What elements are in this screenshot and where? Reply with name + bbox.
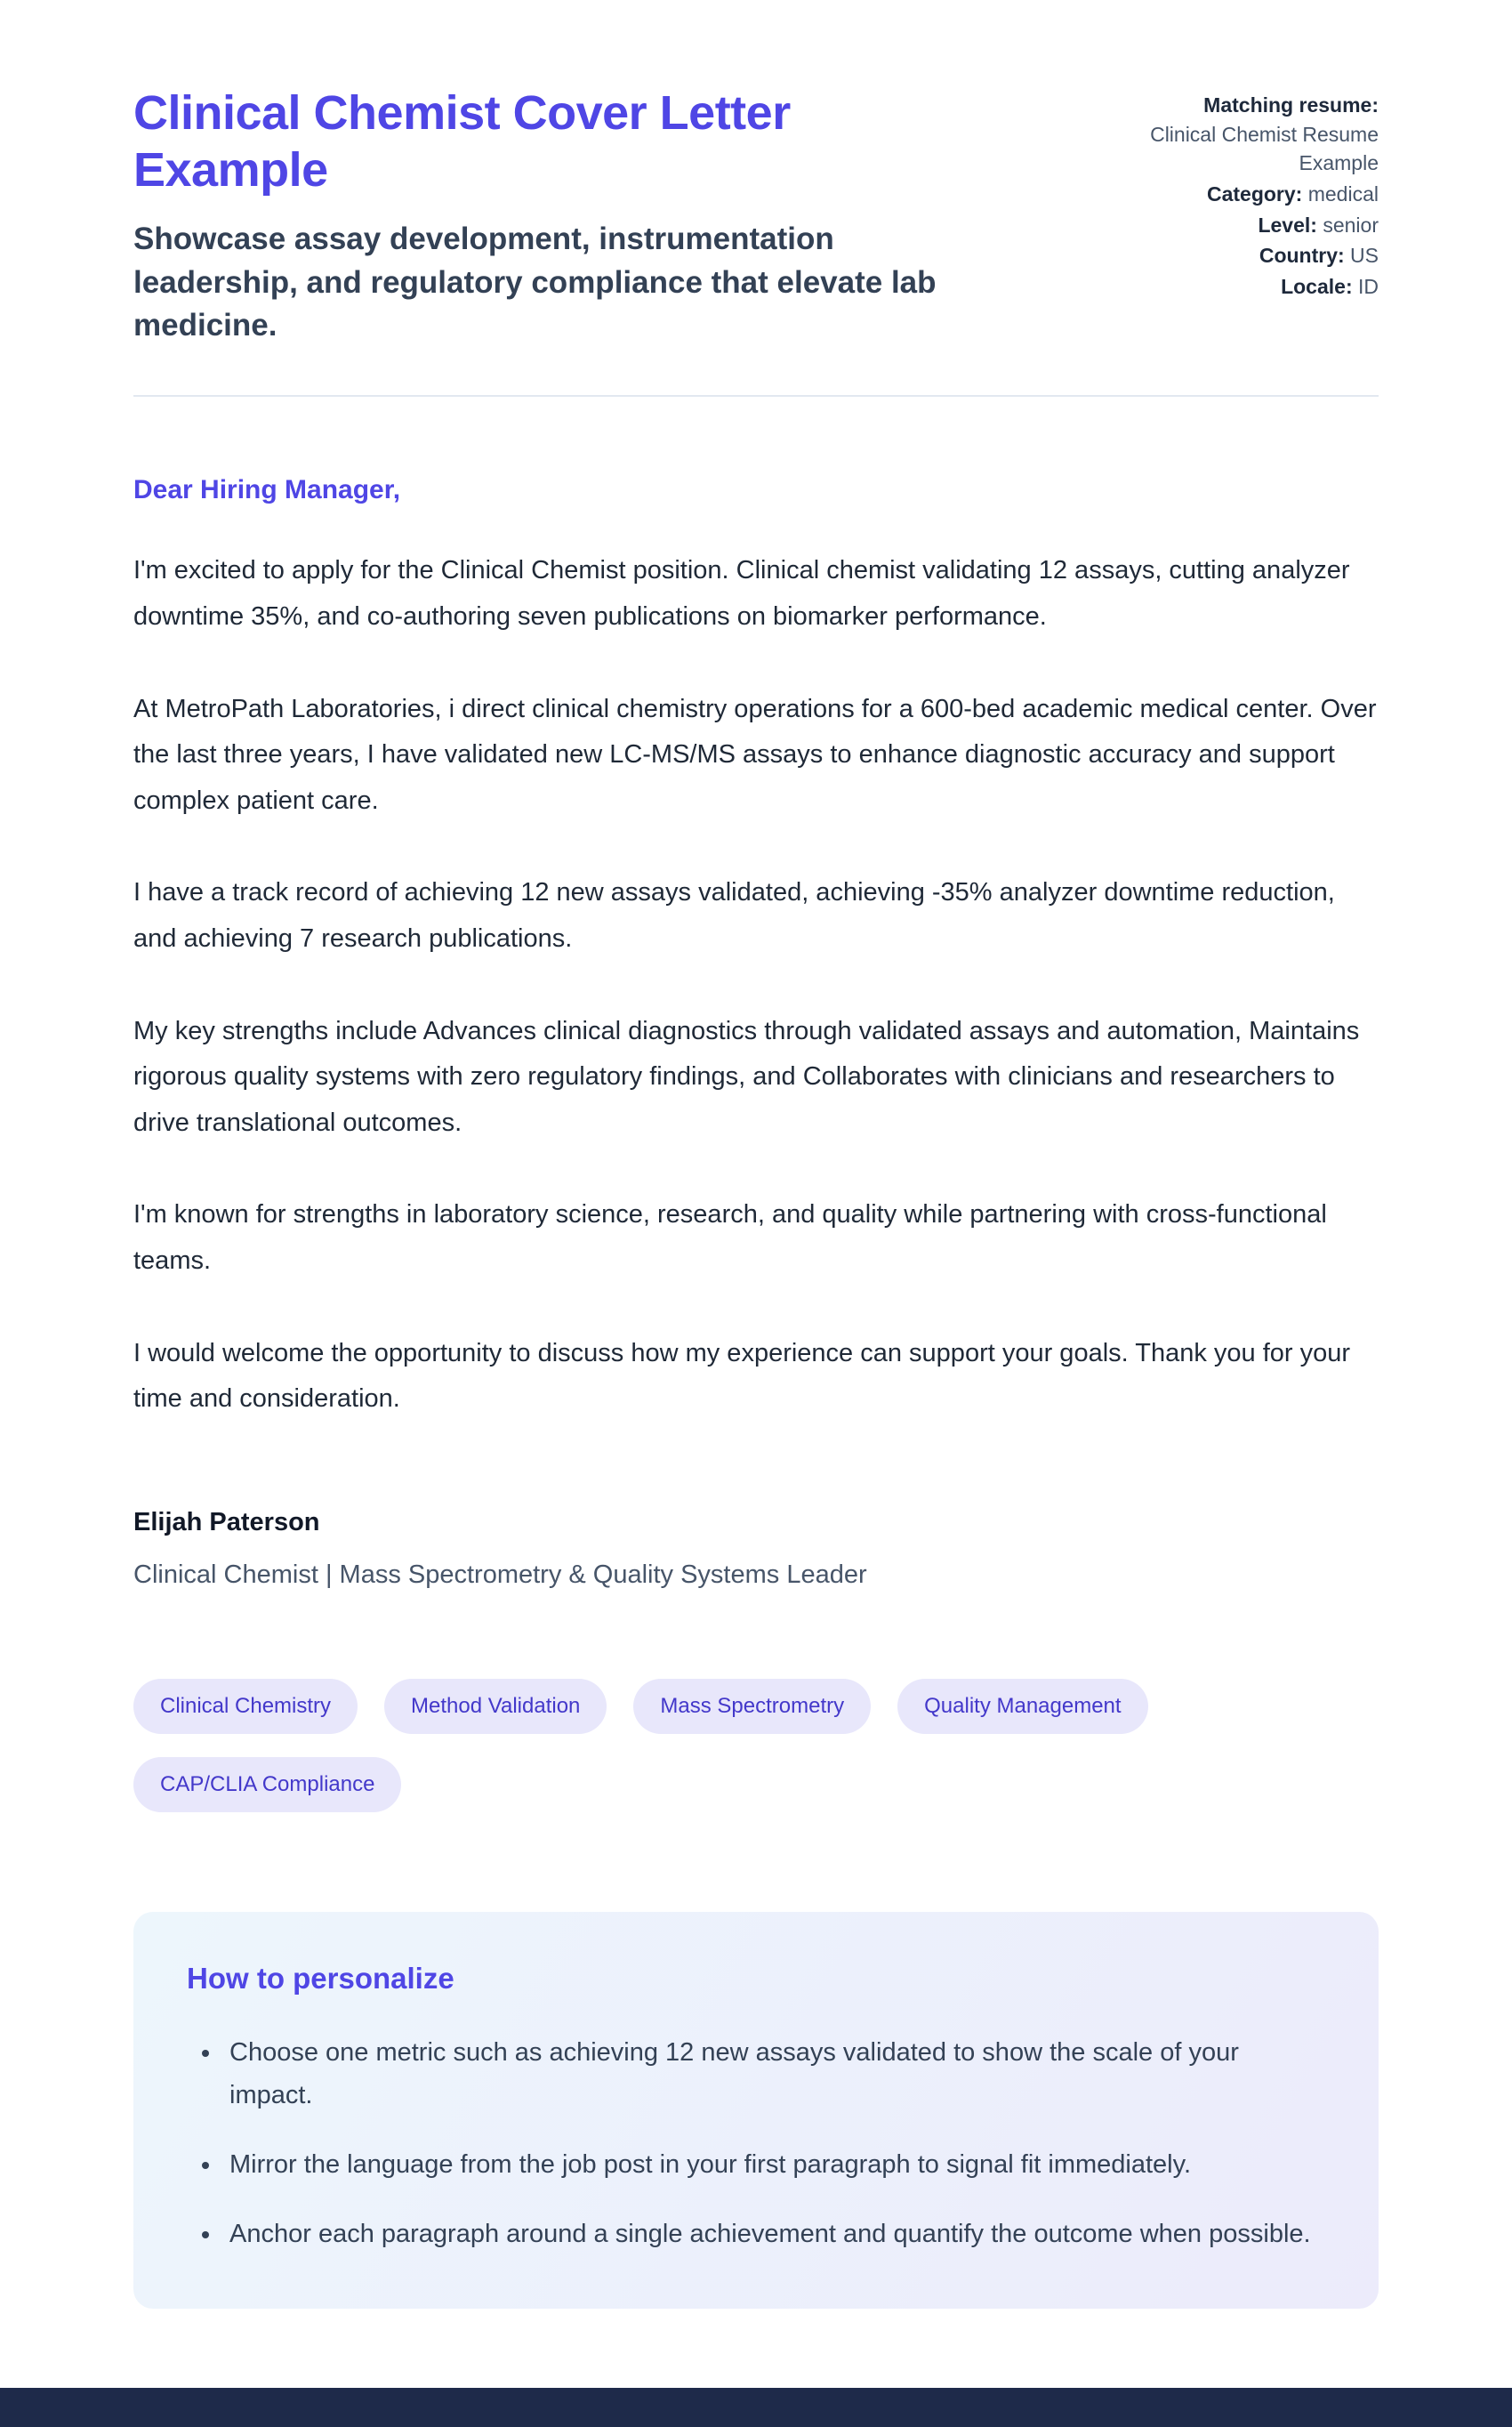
tag-cap-clia-compliance[interactable]: CAP/CLIA Compliance bbox=[133, 1757, 401, 1812]
footer-bar bbox=[0, 2388, 1512, 2427]
meta-category-label: Category: bbox=[1206, 181, 1303, 206]
meta-locale-value: ID bbox=[1358, 274, 1379, 298]
divider bbox=[133, 395, 1379, 397]
signature-block bbox=[133, 1508, 1379, 1590]
letter-paragraph-3: I have a track record of achieving 12 new assays validated, achieving -35% analyzer downtime reduction, and achieving 7 research publications. bbox=[133, 878, 1335, 953]
meta-country-label: Country: bbox=[1259, 244, 1345, 268]
signature-title: Clinical Chemist | Mass Spectrometry & Quality Systems Leader bbox=[133, 1560, 867, 1589]
meta-matching-resume bbox=[1103, 91, 1379, 178]
personalize-tip-1: • Choose one metric such as achieving 12 new assays validated to show the scale of your impact. bbox=[222, 2031, 1325, 2117]
letter-paragraph-4: My key strengths include Advances clinical diagnostics through validated assays and automation, Maintains rigorous quality systems with zero regulatory findings, and Collaborates with clinicians and researchers to drive translational outcomes. bbox=[133, 1016, 1360, 1137]
meta-level-value: senior bbox=[1323, 213, 1379, 237]
tag-method-validation[interactable]: Method Validation bbox=[384, 1679, 607, 1734]
personalize-heading: How to personalize bbox=[187, 1961, 454, 1995]
tag-clinical-chemistry[interactable]: Clinical Chemistry bbox=[133, 1679, 358, 1734]
meta-panel bbox=[1103, 85, 1379, 303]
letter-paragraph-2: At MetroPath Laboratories, i direct clinical chemistry operations for a 600-bed academic medical center. Over the last three years, I have validated new LC-MS/MS assays to enhance diagnostic accuracy and support complex patient care. bbox=[133, 694, 1377, 815]
personalize-tip-list bbox=[173, 2031, 1325, 2256]
page-subtitle: Showcase assay development, instrumentation leadership, and regulatory compliance that elevate lab medicine. bbox=[133, 222, 937, 343]
meta-matching-value: Clinical Chemist Resume Example bbox=[1150, 122, 1379, 175]
salutation: Dear Hiring Manager, bbox=[133, 475, 401, 505]
meta-category-value: medical bbox=[1307, 181, 1379, 206]
letter-paragraph-5: I'm known for strengths in laboratory science, research, and quality while partnering with cross-functional teams. bbox=[133, 1200, 1327, 1276]
letter-paragraph-6: I would welcome the opportunity to discuss how my experience can support your goals. Thank you for your time and consideration. bbox=[133, 1338, 1351, 1414]
tag-quality-management[interactable]: Quality Management bbox=[897, 1679, 1147, 1734]
tag-mass-spectrometry[interactable]: Mass Spectrometry bbox=[633, 1679, 871, 1734]
tag-list bbox=[133, 1679, 1201, 1812]
meta-level bbox=[1103, 211, 1379, 240]
meta-locale bbox=[1103, 272, 1379, 302]
header-left bbox=[133, 85, 987, 347]
meta-locale-label: Locale: bbox=[1281, 274, 1353, 298]
personalize-tip-2: • Mirror the language from the job post in your first paragraph to signal fit immediately. bbox=[222, 2143, 1325, 2186]
meta-country bbox=[1103, 241, 1379, 270]
page-title: Clinical Chemist Cover Letter Example bbox=[133, 86, 791, 197]
personalize-tip-3: • Anchor each paragraph around a single achievement and quantify the outcome when possible. bbox=[222, 2213, 1325, 2255]
cover-letter-body bbox=[133, 475, 1379, 1590]
meta-country-value: US bbox=[1350, 244, 1379, 268]
letter-paragraph-1: I'm excited to apply for the Clinical Chemist position. Clinical chemist validating 12 assays, cutting analyzer downtime 35%, and co-authoring seven publications on biomarker performance. bbox=[133, 556, 1350, 631]
header bbox=[133, 85, 1379, 347]
meta-level-label: Level: bbox=[1258, 213, 1317, 237]
meta-category bbox=[1103, 180, 1379, 209]
content-container bbox=[133, 0, 1379, 2309]
signature-name: Elijah Paterson bbox=[133, 1507, 320, 1536]
personalize-box bbox=[133, 1912, 1379, 2310]
meta-matching-label: Matching resume: bbox=[1203, 93, 1379, 117]
